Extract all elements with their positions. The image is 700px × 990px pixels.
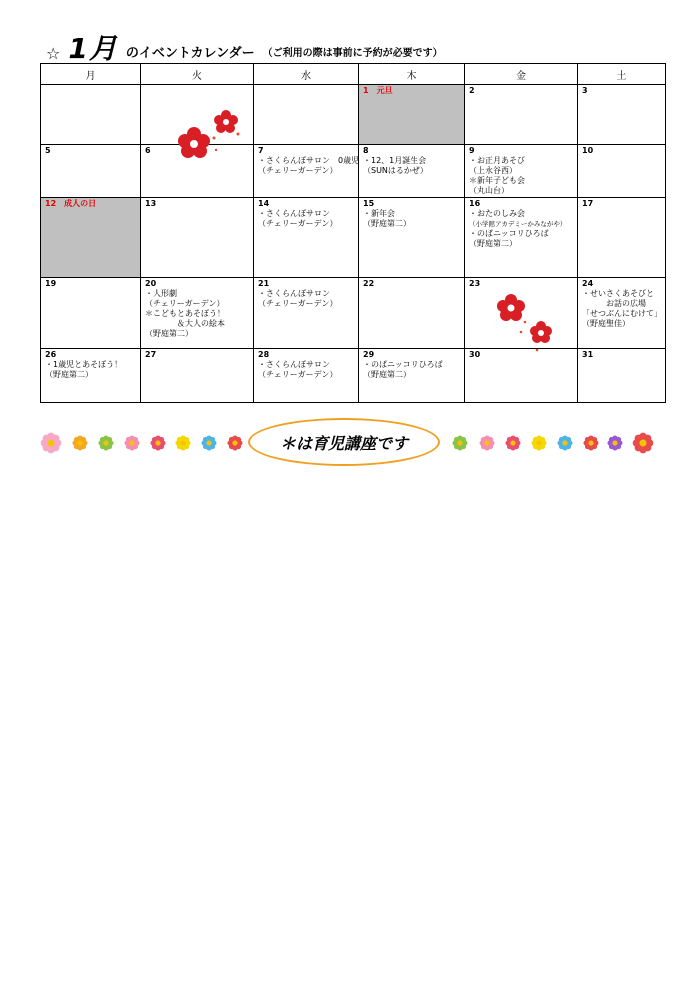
reservation-note: （ご利用の際は事前に予約が必要です） [262, 48, 443, 59]
day-number: 30 [469, 350, 481, 359]
flower-icon [175, 435, 191, 451]
event-line: ・さくらんぼサロン [258, 360, 330, 369]
day-number: 5 [45, 146, 51, 155]
day-number: 26 [45, 350, 57, 359]
calendar-day-cell [465, 145, 578, 198]
event-line: （野庭第二） [45, 370, 93, 379]
calendar-day-cell [254, 85, 359, 145]
calendar-day-cell [254, 278, 359, 349]
flower-icon [557, 435, 573, 451]
day-number: 31 [582, 350, 594, 359]
event-line: ・人形劇 [145, 289, 177, 298]
day-number: 2 [469, 86, 475, 95]
flower-icon [40, 432, 62, 454]
event-line: ＊こどもとあそぼう！ [145, 309, 225, 318]
flower-icon [124, 435, 140, 451]
event-line: （小学館アカデミーかみながや） [469, 220, 567, 228]
day-number: 19 [45, 279, 57, 288]
calendar-day-cell [141, 278, 254, 349]
day-number: 16 [469, 199, 481, 208]
day-number: 9 [469, 146, 475, 155]
calendar-day-cell [41, 198, 141, 278]
day-number: 8 [363, 146, 369, 155]
event-line: 「せつぶんにむけて」 [582, 309, 662, 318]
flower-icon [72, 435, 88, 451]
day-number: 13 [145, 199, 157, 208]
event-line: （チェリーガーデン） [258, 370, 338, 379]
event-line: （野庭第二） [363, 219, 411, 228]
lecture-note-oval [248, 418, 440, 466]
calendar-day-cell [254, 198, 359, 278]
event-line: お話の広場 [582, 299, 646, 308]
weekday-fri: 金 [465, 64, 578, 85]
day-number: 20 [145, 279, 157, 288]
calendar-week-row [41, 85, 666, 145]
calendar-day-cell [578, 278, 666, 349]
day-number: 17 [582, 199, 594, 208]
event-line: ・せいさくあそびと [582, 289, 654, 298]
calendar-day-cell [254, 349, 359, 403]
event-line: ＊新年子ども会 [469, 176, 525, 185]
event-line: （野庭第二） [363, 370, 411, 379]
event-line: （野庭第二） [145, 329, 193, 338]
day-number: 29 [363, 350, 375, 359]
event-line: ＆大人の絵本 [145, 319, 225, 328]
flower-icon [607, 435, 623, 451]
calendar-day-cell [41, 85, 141, 145]
flower-icon [583, 435, 599, 451]
weekday-mon: 月 [41, 64, 141, 85]
calendar-title [46, 34, 443, 64]
event-line: ・お正月あそび [469, 156, 525, 165]
flower-icon [150, 435, 166, 451]
flower-icon [98, 435, 114, 451]
calendar-week-row [41, 145, 666, 198]
day-number: 14 [258, 199, 270, 208]
flower-icon [201, 435, 217, 451]
star-icon: ☆ [46, 44, 61, 63]
event-line: （チェリーガーデン） [145, 299, 225, 308]
day-number: 21 [258, 279, 270, 288]
day-number: 7 [258, 146, 264, 155]
event-line: （上永谷西） [469, 166, 517, 175]
event-line: ・さくらんぼサロン [258, 209, 330, 218]
calendar-day-cell [359, 145, 465, 198]
calendar-day-cell [359, 198, 465, 278]
calendar-day-cell [359, 85, 465, 145]
calendar-day-cell [254, 145, 359, 198]
weekday-header-row [41, 64, 666, 85]
calendar-day-cell [465, 85, 578, 145]
day-number: 12 成人の日 [45, 199, 97, 208]
title-text: のイベントカレンダー [125, 46, 255, 61]
event-calendar [40, 63, 666, 403]
flower-icon [227, 435, 243, 451]
calendar-day-cell [578, 198, 666, 278]
calendar-day-cell [465, 349, 578, 403]
weekday-thu: 木 [359, 64, 465, 85]
event-line: （野庭聖佳） [582, 319, 630, 328]
calendar-day-cell [359, 278, 465, 349]
calendar-week-row [41, 278, 666, 349]
calendar-day-cell [41, 349, 141, 403]
flower-icon [505, 435, 521, 451]
event-line: （チェリーガーデン） [258, 299, 338, 308]
lecture-note-text: ＊は育児講座です [279, 433, 408, 453]
calendar-day-cell [578, 145, 666, 198]
event-line: ・新年会 [363, 209, 395, 218]
flower-icon [479, 435, 495, 451]
day-number: 27 [145, 350, 157, 359]
weekday-tue: 火 [141, 64, 254, 85]
day-number: 24 [582, 279, 594, 288]
day-number: 23 [469, 279, 481, 288]
weekday-sat: 土 [578, 64, 666, 85]
event-line: （SUNはるかぜ） [363, 166, 428, 175]
calendar-day-cell [465, 198, 578, 278]
event-line: ・さくらんぼサロン [258, 289, 330, 298]
event-line: ・のぱニッコリひろば [363, 360, 443, 369]
plum-blossom-icon [495, 292, 555, 354]
flower-icon [531, 435, 547, 451]
flower-icon [632, 432, 654, 454]
event-line: （チェリーガーデン） [258, 219, 338, 228]
flower-icon [452, 435, 468, 451]
day-number: 10 [582, 146, 594, 155]
event-line: ・おたのしみ会 [469, 209, 525, 218]
day-number: 22 [363, 279, 375, 288]
event-line: ・12、1月誕生会 [363, 156, 427, 165]
calendar-day-cell [41, 278, 141, 349]
event-line: （丸山台） [469, 186, 509, 195]
day-number: 28 [258, 350, 270, 359]
event-line: （野庭第二） [469, 239, 517, 248]
calendar-day-cell [141, 349, 254, 403]
calendar-day-cell [41, 145, 141, 198]
calendar-day-cell [578, 349, 666, 403]
calendar-day-cell [578, 85, 666, 145]
day-number: 1 元旦 [363, 86, 393, 95]
calendar-day-cell [359, 349, 465, 403]
day-number: 6 [145, 146, 151, 155]
event-line: （チェリーガーデン） [258, 166, 338, 175]
calendar-day-cell [141, 198, 254, 278]
day-number: 15 [363, 199, 375, 208]
calendar-week-row [41, 349, 666, 403]
month-label: 1月 [68, 32, 118, 65]
weekday-wed: 水 [254, 64, 359, 85]
event-line: ・のぱニッコリひろば [469, 229, 549, 238]
calendar-week-row [41, 198, 666, 278]
day-number: 3 [582, 86, 588, 95]
plum-blossom-icon [176, 104, 246, 160]
event-line: ・さくらんぼサロン 0歳児 [258, 156, 360, 165]
event-line: ・1歳児とあそぼう！ [45, 360, 123, 369]
